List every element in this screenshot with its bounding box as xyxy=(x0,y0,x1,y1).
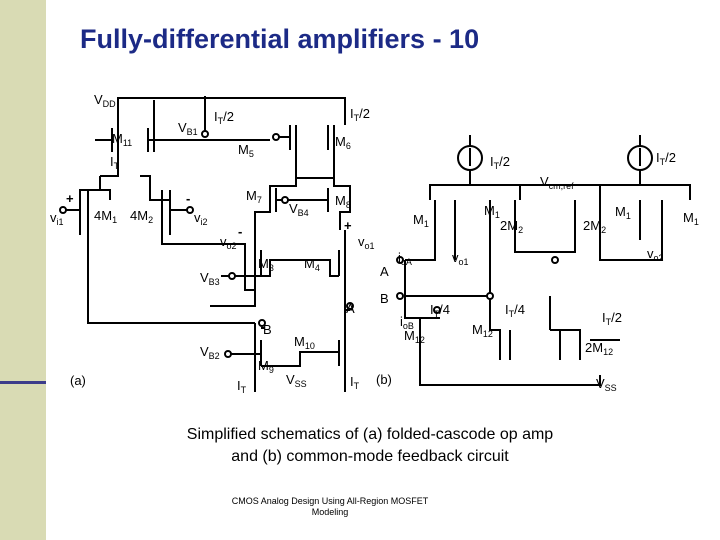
iob-label: $i_{oB}$ xyxy=(400,314,414,331)
cmfb-vo1-label: $v_{o1}$ xyxy=(452,250,469,267)
m10-label: $M_{10}$ xyxy=(294,334,315,351)
cmfb-it4-a-label: $I_T/4$ xyxy=(430,302,450,319)
circuit-b-nodes xyxy=(397,257,558,313)
cmfb-m12-c-label: $2M_{12}$ xyxy=(585,340,614,357)
cmfb-it2-b-label: $I_T/2$ xyxy=(656,150,676,167)
cmfb-node-a-label: A xyxy=(380,264,389,279)
m2-label: $4M_2$ xyxy=(130,208,154,225)
m1-label: $4M_1$ xyxy=(94,208,118,225)
plus-input-label: + xyxy=(66,191,74,206)
cmfb-m1-a-label: $M_1$ xyxy=(413,212,429,229)
figure-caption xyxy=(90,424,650,468)
vb3-label: $V_{B3}$ xyxy=(200,270,220,287)
vo1-label: $v_{o1}$ xyxy=(358,234,375,251)
cmfb-m1-d-label: $M_1$ xyxy=(683,210,699,227)
it-bottom-left-label: $I_T$ xyxy=(237,378,247,395)
slide-footer xyxy=(230,496,430,518)
cmfb-node-b-label: B xyxy=(380,291,389,306)
minus-input-label: - xyxy=(186,191,191,206)
m5-label: $M_5$ xyxy=(238,142,254,159)
m11-label: $M_{11}$ xyxy=(112,131,133,148)
vb1-label: $V_{B1}$ xyxy=(178,120,198,137)
cmfb-m12-a-label: $M_{12}$ xyxy=(404,328,425,345)
vss-a-label: $V_{SS}$ xyxy=(286,372,307,389)
vb2-label: $V_{B2}$ xyxy=(200,344,220,361)
vcm-ref-label: $V_{cm,ref}$ xyxy=(540,174,574,191)
plus-output-label: + xyxy=(344,218,352,233)
cmfb-m2-b-label: $2M_2$ xyxy=(583,218,607,235)
footer-line-1: CMOS Analog Design Using All-Region MOSFET xyxy=(231,496,429,506)
circuit-b-label: (b) xyxy=(376,372,392,387)
cmfb-vss-label: $V_{SS}$ xyxy=(596,376,617,393)
vb4-label: $V_{B4}$ xyxy=(289,201,309,218)
caption-line-1: Simplified schematics of (a) folded-cascode op amp xyxy=(186,426,554,443)
it2-right-label: $I_T/2$ xyxy=(350,106,370,123)
caption-line-2: and (b) common-mode feedback circuit xyxy=(231,448,509,465)
m4-label: $M_4$ xyxy=(304,256,320,273)
it2-left-label: $I_T/2$ xyxy=(214,109,234,126)
cmfb-m1-b-label: $M_1$ xyxy=(484,203,500,220)
node-b-label: B xyxy=(263,322,272,337)
m9-label: $M_9$ xyxy=(258,358,274,375)
vdd-label: $V_{DD}$ xyxy=(94,92,116,109)
cmfb-m12-b-label: $M_{12}$ xyxy=(472,322,493,339)
circuit-a-label: (a) xyxy=(70,373,86,388)
cmfb-m1-c-label: $M_1$ xyxy=(615,204,631,221)
cmfb-it2-a-label: $I_T/2$ xyxy=(490,154,510,171)
cmfb-vo2-label: $v_{o2}$ xyxy=(647,246,664,263)
vi2-label: $v_{i2}$ xyxy=(194,210,208,227)
footer-line-2: Modeling xyxy=(311,507,349,517)
cmfb-m2-a-label: $2M_2$ xyxy=(500,218,524,235)
m7-label: $M_7$ xyxy=(246,188,262,205)
minus-output-label: - xyxy=(238,224,243,239)
m8-label: $M_8$ xyxy=(335,193,351,210)
slide-title: Fully-differential amplifiers - 10 xyxy=(80,24,480,54)
it-bottom-right-label: $I_T$ xyxy=(350,374,360,391)
vo2-label: $v_{o2}$ xyxy=(220,234,237,251)
ioa-label: $i_{oA}$ xyxy=(398,250,412,267)
cmfb-it4-b-label: $I_T/4$ xyxy=(505,302,525,319)
m3-label: $M_3$ xyxy=(258,256,274,273)
node-a-label: A xyxy=(346,301,355,316)
m6-label: $M_6$ xyxy=(335,134,351,151)
vi1-label: $v_{i1}$ xyxy=(50,210,64,227)
it-label: $I_T$ xyxy=(110,154,120,171)
cmfb-it2-c-label: $I_T/2$ xyxy=(602,310,622,327)
